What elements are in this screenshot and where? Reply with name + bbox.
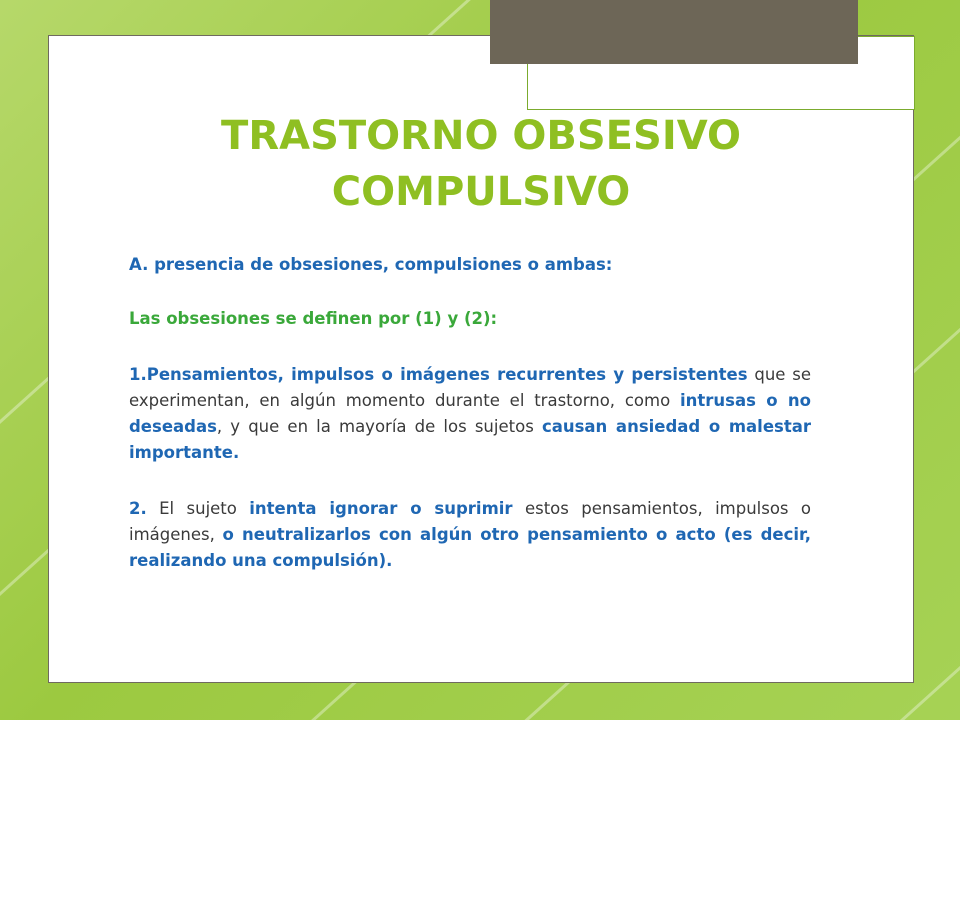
item1-text-2: , y que en la mayoría de los sujetos (216, 417, 542, 436)
item1-emphasis-2: intrusas o no deseadas (129, 391, 811, 436)
item2-emphasis-3: o neutralizarlos con algún otro pensamiento o acto (es decir, realizando una compulsión). (129, 525, 811, 570)
item2-emphasis-1: 2. (129, 499, 147, 518)
criterion-a: A. presencia de obsesiones, compulsiones o ambas: (129, 255, 613, 274)
criterion-item-1 (129, 362, 811, 466)
item1-emphasis-3: causan ansiedad o malestar importante (129, 417, 812, 462)
slide-tab-block (490, 0, 858, 64)
item2-text-1: El sujeto (146, 499, 250, 518)
title-line-2: COMPULSIVO (331, 169, 631, 215)
item1-text-3: . (232, 443, 240, 462)
slide-title (48, 108, 914, 220)
item1-text-1: que se experimentan, en algún momento durante el trastorno, como (129, 365, 811, 410)
item1-emphasis-1: 1.Pensamientos, impulsos o imágenes recurrentes y persistentes (129, 365, 748, 384)
item2-text-2: estos pensamientos, impulsos o imágenes, (129, 499, 812, 544)
slide-body (129, 252, 811, 574)
criterion-item-2 (129, 496, 811, 574)
item2-emphasis-2: intenta ignorar o suprimir (249, 499, 513, 518)
definition-intro: Las obsesiones se definen por (1) y (2): (129, 309, 498, 328)
title-line-1: TRASTORNO OBSESIVO (221, 113, 741, 159)
